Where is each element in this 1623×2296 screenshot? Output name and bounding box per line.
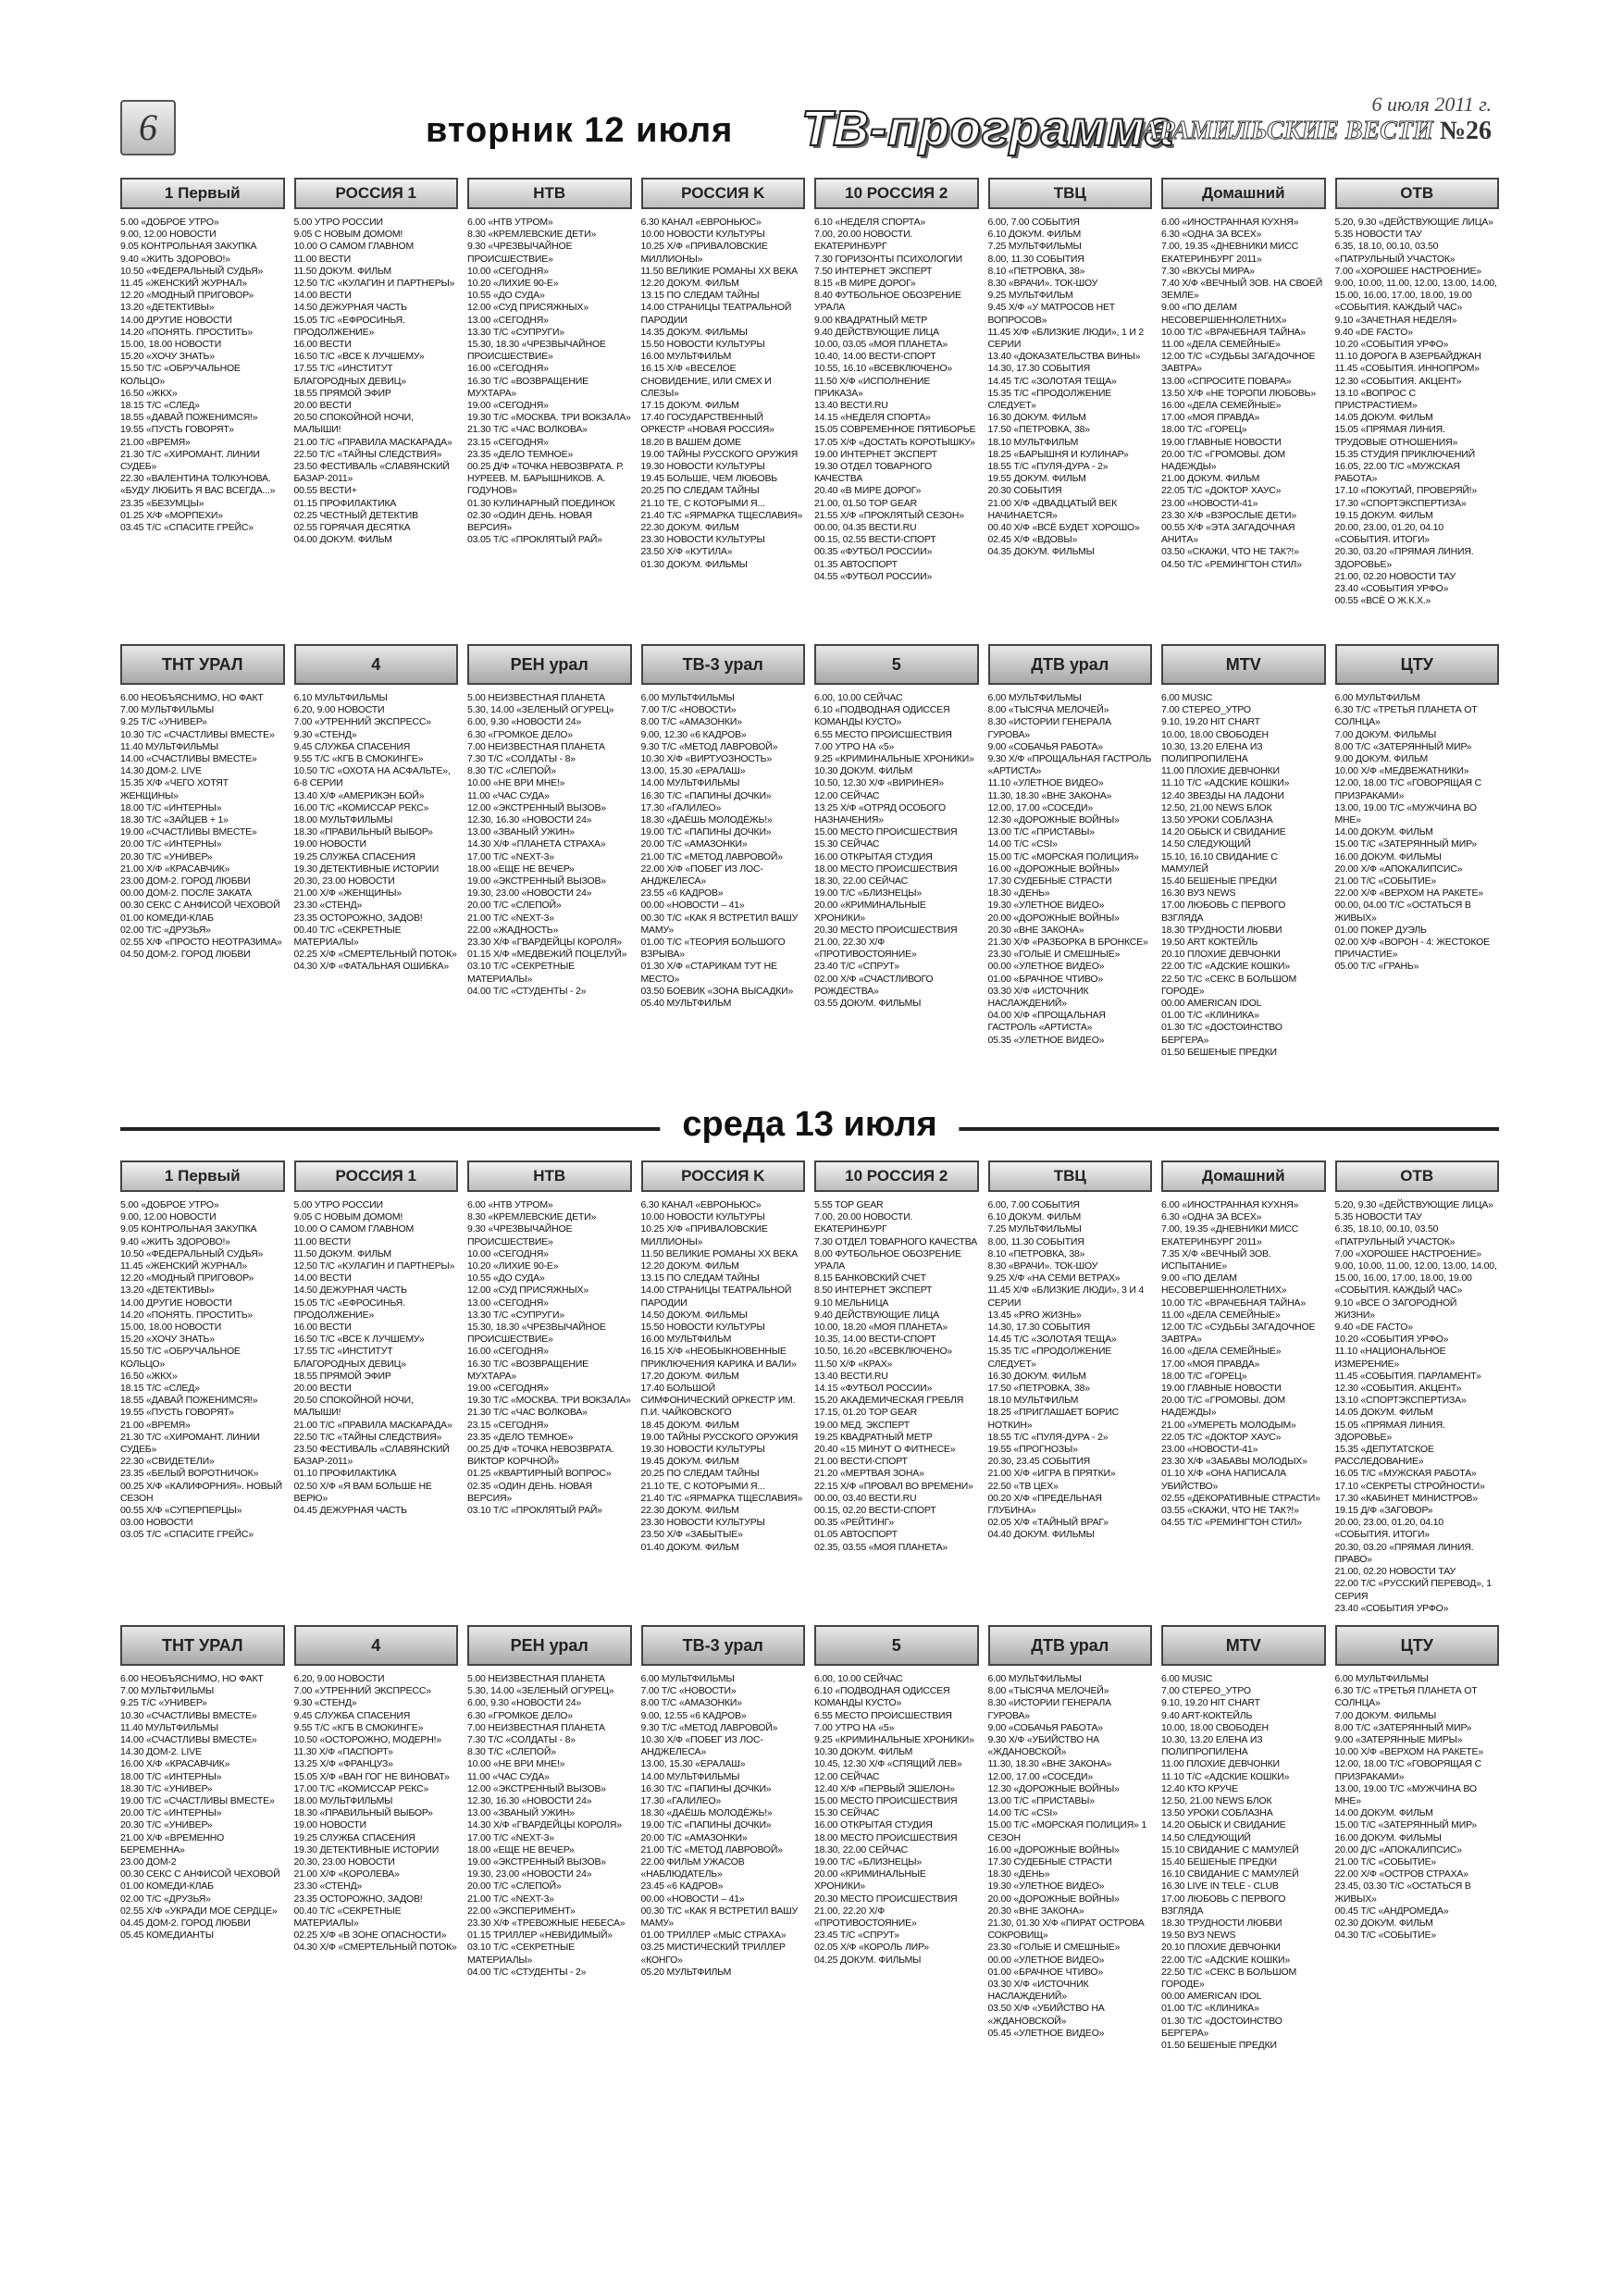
newspaper-title: АРАМИЛЬСКИЕ ВЕСТИ: [1141, 117, 1433, 145]
channel-column: [988, 639, 1153, 1098]
day-separator-wednesday: [120, 1105, 1499, 1153]
channel-column: [1335, 1160, 1500, 1620]
channel-column: [1335, 639, 1500, 1098]
channel-column: [467, 1620, 632, 2080]
channel-schedule: 5.20, 9.30 «ДЕЙСТВУЮЩИЕ ЛИЦА» 5.35 НОВОСТИ ТАУ 6.35, 18.10, 00.10, 03.50 «ПАТРУЛЬНЫЙ УЧАСТОК» 7.00 «ХОРОШЕЕ НАСТРОЕНИЕ» 9.00, 10.00, 11.00, 12.00, 13.00, 14.00, 15.00, 16.00, 17.00, 18.00, 19.00 «СОБЫТИЯ. КАЖДЫЙ ЧАС» 9.10 «ЗАЧЕТНАЯ НЕДЕЛЯ» 9.40 «DE FACTO» 10.20 «СОБЫТИЯ УРФО» 11.10 ДОРОГА В АЗЕРБАЙДЖАН 11.45 «СОБЫТИЯ. ИННОПРОМ» 12.30 «СОБЫТИЯ. АКЦЕНТ» 13.10 «ВОПРОС С ПРИСТРАСТИЕМ» 14.05 ДОКУМ. ФИЛЬМ 15.05 «ПРЯМАЯ ЛИНИЯ. ТРУДОВЫЕ ОТНОШЕНИЯ» 15.35 СТУДИЯ ПРИКЛЮЧЕНИЙ 16.05, 22.00 Т/С «МУЖСКАЯ РАБОТА» 17.10 «ПОКУПАЙ, ПРОВЕРЯЙ!» 17.30 «СПОРТЭКСПЕРТИЗА» 19.15 ДОКУМ. ФИЛЬМ 20.00, 23.00, 01.20, 04.10 «СОБЫТИЯ. ИТОГИ» 20.30, 03.20 «ПРЯМАЯ ЛИНИЯ. ЗДОРОВЬЕ» 21.00, 02.20 НОВОСТИ ТАУ 23.40 «СОБЫТИЯ УРФО» 00.55 «ВСЁ О Ж.К.Х.»: [1334, 217, 1497, 607]
channel-schedule: 6.00 «НТВ УТРОМ» 8.30 «КРЕМЛЕВСКИЕ ДЕТИ» 9.30 «ЧРЕЗВЫЧАЙНОЕ ПРОИСШЕСТВИЕ» 10.00 «СЕГОДНЯ» 10.20 «ЛИХИЕ 90-Е» 10.55 «ДО СУДА» 12.00 «СУД ПРИСЯЖНЫХ» 13.00 «СЕГОДНЯ» 13.30 Т/С «СУПРУГИ» 15.30, 18.30 «ЧРЕЗВЫЧАЙНОЕ ПРОИСШЕСТВИЕ» 16.00 «СЕГОДНЯ» 16.30 Т/С «ВОЗВРАЩЕНИЕ МУХТАРА» 19.00 «СЕГОДНЯ» 19.30 Т/С «МОСКВА. ТРИ ВОКЗАЛА» 21.30 Т/С «ЧАС ВОЛКОВА» 23.15 «СЕГОДНЯ» 23.35 «ДЕЛО ТЕМНОЕ» 00.25 Д/Ф «ТОЧКА НЕВОЗВРАТА. ВИКТОР КОРЧНОЙ» 01.25 «КВАРТИРНЫЙ ВОПРОС» 02.35 «ОДИН ДЕНЬ. НОВАЯ ВЕРСИЯ» 03.10 Т/С «ПРОКЛЯТЫЙ РАЙ»: [467, 1199, 631, 1517]
page-number: 6: [120, 100, 176, 155]
channel-column: [294, 178, 459, 639]
channel-logo: 1 Первый: [120, 1160, 285, 1192]
channel-schedule: 6.00 МУЛЬТФИЛЬМЫ 8.00 «ТЫСЯЧА МЕЛОЧЕЙ» 8.30 «ИСТОРИИ ГЕНЕРАЛА ГУРОВА» 9.00 «СОБАЧЬЯ РАБОТА» 9.30 Х/Ф «ПРОЩАЛЬНАЯ ГАСТРОЛЬ «АРТИСТА» 11.10 «УЛЕТНОЕ ВИДЕО» 11.30, 18.30 «ВНЕ ЗАКОНА» 12.00, 17.00 «СОСЕДИ» 12.30 «ДОРОЖНЫЕ ВОЙНЫ» 13.00 Т/С «ПРИСТАВЫ» 14.00 Т/С «CSI» 15.00 Т/С «МОРСКАЯ ПОЛИЦИЯ» 16.00 «ДОРОЖНЫЕ ВОЙНЫ» 17.30 СУДЕБНЫЕ СТРАСТИ 18.30 «ДЕНЬ» 19.30 «УЛЕТНОЕ ВИДЕО» 20.00 «ДОРОЖНЫЕ ВОЙНЫ» 20.30 «ВНЕ ЗАКОНА» 21.30 Х/Ф «РАЗБОРКА В БРОНКСЕ» 23.30 «ГОЛЫЕ И СМЕШНЫЕ» 00.00 «УЛЕТНОЕ ВИДЕО» 01.00 «БРАЧНОЕ ЧТИВО» 03.30 Х/Ф «ИСТОЧНИК НАСЛАЖДЕНИЙ» 04.00 Х/Ф «ПРОЩАЛЬНАЯ ГАСТРОЛЬ «АРТИСТА» 05.35 «УЛЕТНОЕ ВИДЕО»: [987, 692, 1152, 1046]
channel-column: [641, 178, 806, 639]
channel-logo: НТВ: [467, 178, 632, 209]
issue-number: №26: [1439, 117, 1492, 145]
channel-column: [294, 639, 459, 1098]
channel-logo: ЦТУ: [1335, 644, 1500, 685]
channel-logo: РЕН урал: [467, 644, 632, 685]
channel-column: [988, 1160, 1153, 1620]
channel-schedule: 6.00 НЕОБЪЯСНИМО, НО ФАКТ 7.00 МУЛЬТФИЛЬМЫ 9.25 Т/С «УНИВЕР» 10.30 Т/С «СЧАСТЛИВЫ ВМЕСТЕ» 11.40 МУЛЬТФИЛЬМЫ 14.00 «СЧАСТЛИВЫ ВМЕСТЕ» 14.30 ДОМ-2. LIVE 15.35 Х/Ф «ЧЕГО ХОТЯТ ЖЕНЩИНЫ» 18.00 Т/С «ИНТЕРНЫ» 18.30 Т/С «ЗАЙЦЕВ + 1» 19.00 «СЧАСТЛИВЫ ВМЕСТЕ» 20.00 Т/С «ИНТЕРНЫ» 20.30 Т/С «УНИВЕР» 21.00 Х/Ф «КРАСАВЧИК» 23.00 ДОМ-2. ГОРОД ЛЮБВИ 00.00 ДОМ-2. ПОСЛЕ ЗАКАТА 00.30 СЕКС С АНФИСОЙ ЧЕХОВОЙ 01.00 КОМЕДИ-КЛАБ 02.00 Т/С «ДРУЗЬЯ» 02.55 Х/Ф «ПРОСТО НЕОТРАЗИМА» 04.50 ДОМ-2. ГОРОД ЛЮБВИ: [120, 692, 282, 961]
channel-logo: 1 Первый: [120, 178, 285, 209]
channel-column: [120, 1160, 285, 1620]
channel-schedule: 5.00 «ДОБРОЕ УТРО» 9.00, 12.00 НОВОСТИ 9.05 КОНТРОЛЬНАЯ ЗАКУПКА 9.40 «ЖИТЬ ЗДОРОВО!» 10.50 «ФЕДЕРАЛЬНЫЙ СУДЬЯ» 11.45 «ЖЕНСКИЙ ЖУРНАЛ» 12.20 «МОДНЫЙ ПРИГОВОР» 13.20 «ДЕТЕКТИВЫ» 14.00 ДРУГИЕ НОВОСТИ 14.20 «ПОНЯТЬ. ПРОСТИТЬ» 15.00, 18.00 НОВОСТИ 15.20 «ХОЧУ ЗНАТЬ» 15.50 Т/С «ОБРУЧАЛЬНОЕ КОЛЬЦО» 16.50 «ЖКХ» 18.15 Т/С «СЛЕД» 18.55 «ДАВАЙ ПОЖЕНИМСЯ!» 19.55 «ПУСТЬ ГОВОРЯТ» 21.00 «ВРЕМЯ» 21.30 Т/С «ХИРОМАНТ. ЛИНИИ СУДЕБ» 22.30 «ВАЛЕНТИНА ТОЛКУНОВА. «БУДУ ЛЮБИТЬ Я ВАС ВСЕГДА...» 23.35 «БЕЗУМЦЫ» 01.25 Х/Ф «МОРПЕХИ» 03.45 Т/С «СПАСИТЕ ГРЕЙС»: [120, 217, 276, 534]
issue-date: 6 июля 2011 г.: [1371, 93, 1492, 116]
channel-schedule: 6.30 КАНАЛ «ЕВРОНЬЮС» 10.00 НОВОСТИ КУЛЬТУРЫ 10.25 Х/Ф «ПРИВАЛОВСКИЕ МИЛЛИОНЫ» 11.50 ВЕЛИКИЕ РОМАНЫ XX ВЕКА 12.20 ДОКУМ. ФИЛЬМ 13.15 ПО СЛЕДАМ ТАЙНЫ 14.00 СТРАНИЦЫ ТЕАТРАЛЬНОЙ ПАРОДИИ 14.35 ДОКУМ. ФИЛЬМЫ 15.50 НОВОСТИ КУЛЬТУРЫ 16.00 МУЛЬТФИЛЬМ 16.15 Х/Ф «ВЕСЕЛОЕ СНОВИДЕНИЕ, ИЛИ СМЕХ И СЛЕЗЫ» 17.15 ДОКУМ. ФИЛЬМ 17.40 ГОСУДАРСТВЕННЫЙ ОРКЕСТР «НОВАЯ РОССИЯ» 18.20 В ВАШЕМ ДОМЕ 19.00 ТАЙНЫ РУССКОГО ОРУЖИЯ 19.30 НОВОСТИ КУЛЬТУРЫ 19.45 БОЛЬШЕ, ЧЕМ ЛЮБОВЬ 20.25 ПО СЛЕДАМ ТАЙНЫ 21.10 ТЕ, С КОТОРЫМИ Я... 21.40 Т/С «ЯРМАРКА ТЩЕСЛАВИЯ» 22.30 ДОКУМ. ФИЛЬМ 23.30 НОВОСТИ КУЛЬТУРЫ 23.50 Х/Ф «КУТИЛА» 01.30 ДОКУМ. ФИЛЬМЫ: [640, 217, 803, 570]
channel-schedule: 6.00 «ИНОСТРАННАЯ КУХНЯ» 6.30 «ОДНА ЗА ВСЕХ» 7.00, 19.35 «ДНЕВНИКИ МИСС ЕКАТЕРИНБУРГ 2011» 7.35 Х/Ф «ВЕЧНЫЙ ЗОВ. ИСПЫТАНИЕ» 9.00 «ПО ДЕЛАМ НЕСОВЕРШЕННОЛЕТНИХ» 10.00 Т/С «ВРАЧЕБНАЯ ТАЙНА» 11.00 «ДЕЛА СЕМЕЙНЫЕ» 12.00 Т/С «СУДЬБЫ ЗАГАДОЧНОЕ ЗАВТРА» 16.00 «ДЕЛА СЕМЕЙНЫЕ» 17.00 «МОЯ ПРАВДА» 18.00 Т/С «ГОРЕЦ» 19.00 ГЛАВНЫЕ НОВОСТИ 20.00 Т/С «ГРОМОВЫ. ДОМ НАДЕЖДЫ» 21.00 «УМЕРЕТЬ МОЛОДЫМ» 22.05 Т/С «ДОКТОР ХАУС» 23.00 «НОВОСТИ-41» 23.30 Х/Ф «ЗАБАВЫ МОЛОДЫХ» 01.10 Х/Ф «ОНА НАПИСАЛА УБИЙСТВО» 02.55 «ДЕКОРАТИВНЫЕ СТРАСТИ» 03.55 «СКАЖИ, ЧТО НЕ ТАК?!» 04.55 Т/С «РЕМИНГТОН СТИЛ»: [1161, 1199, 1320, 1529]
tv-program-title: ТВ-программа: [801, 101, 1174, 156]
channel-logo: ТВ-3 урал: [641, 1625, 806, 1666]
channel-schedule: 5.00 «ДОБРОЕ УТРО» 9.00, 12.00 НОВОСТИ 9.05 КОНТРОЛЬНАЯ ЗАКУПКА 9.40 «ЖИТЬ ЗДОРОВО!» 10.50 «ФЕДЕРАЛЬНЫЙ СУДЬЯ» 11.45 «ЖЕНСКИЙ ЖУРНАЛ» 12.20 «МОДНЫЙ ПРИГОВОР» 13.20 «ДЕТЕКТИВЫ» 14.00 ДРУГИЕ НОВОСТИ 14.20 «ПОНЯТЬ. ПРОСТИТЬ» 15.00, 18.00 НОВОСТИ 15.20 «ХОЧУ ЗНАТЬ» 15.50 Т/С «ОБРУЧАЛЬНОЕ КОЛЬЦО» 16.50 «ЖКХ» 18.15 Т/С «СЛЕД» 18.55 «ДАВАЙ ПОЖЕНИМСЯ!» 19.55 «ПУСТЬ ГОВОРЯТ» 21.00 «ВРЕМЯ» 21.30 Т/С «ХИРОМАНТ. ЛИНИИ СУДЕБ» 22.30 «СВИДЕТЕЛИ» 23.35 «БЕЛЫЙ ВОРОТНИЧОК» 00.25 Х/Ф «КАЛИФОРНИЯ». НОВЫЙ СЕЗОН 00.55 Х/Ф «СУПЕРПЕРЦЫ» 03.00 НОВОСТИ 03.05 Т/С «СПАСИТЕ ГРЕЙС»: [120, 1199, 282, 1541]
channel-schedule: 6.30 КАНАЛ «ЕВРОНЬЮС» 10.00 НОВОСТИ КУЛЬТУРЫ 10.25 Х/Ф «ПРИВАЛОВСКИЕ МИЛЛИОНЫ» 11.50 ВЕЛИКИЕ РОМАНЫ XX ВЕКА 12.20 ДОКУМ. ФИЛЬМ 13.15 ПО СЛЕДАМ ТАЙНЫ 14.00 СТРАНИЦЫ ТЕАТРАЛЬНОЙ ПАРОДИИ 14.50 ДОКУМ. ФИЛЬМЫ 15.50 НОВОСТИ КУЛЬТУРЫ 16.00 МУЛЬТФИЛЬМ 16.15 Х/Ф «НЕОБЫКНОВЕННЫЕ ПРИКЛЮЧЕНИЯ КАРИКА И ВАЛИ» 17.20 ДОКУМ. ФИЛЬМ 17.40 БОЛЬШОЙ СИМФОНИЧЕСКИЙ ОРКЕСТР ИМ. П.И. ЧАЙКОВСКОГО 18.45 ДОКУМ. ФИЛЬМ 19.00 ТАЙНЫ РУССКОГО ОРУЖИЯ 19.30 НОВОСТИ КУЛЬТУРЫ 19.45 ДОКУМ. ФИЛЬМ 20.25 ПО СЛЕДАМ ТАЙНЫ 21.10 ТЕ, С КОТОРЫМИ Я... 21.40 Т/С «ЯРМАРКА ТЩЕСЛАВИЯ» 22.30 ДОКУМ. ФИЛЬМ 23.30 НОВОСТИ КУЛЬТУРЫ 23.50 Х/Ф «ЗАБЫТЫЕ» 01.40 ДОКУМ. ФИЛЬМ: [640, 1199, 803, 1553]
channel-logo: 10 РОССИЯ 2: [814, 1160, 979, 1192]
channel-column: [814, 1160, 979, 1620]
channel-logo: ТВ-3 урал: [641, 644, 806, 685]
channel-column: [467, 1160, 632, 1620]
channel-column: [120, 178, 285, 639]
channel-logo: РОССИЯ 1: [294, 1160, 459, 1192]
channel-logo: 5: [814, 1625, 979, 1666]
channel-logo: Домашний: [1161, 1160, 1326, 1192]
channel-logo: ТВЦ: [988, 178, 1153, 209]
newspaper-name: [1142, 117, 1492, 146]
channel-column: [1335, 178, 1500, 639]
channel-logo: 10 РОССИЯ 2: [814, 178, 979, 209]
channel-schedule: 6.10 «НЕДЕЛЯ СПОРТА» 7.00, 20.00 НОВОСТИ. ЕКАТЕРИНБУРГ 7.30 ГОРИЗОНТЫ ПСИХОЛОГИИ 7.50 ИНТЕРНЕТ ЭКСПЕРТ 8.15 «В МИРЕ ДОРОГ» 8.40 ФУТБОЛЬНОЕ ОБОЗРЕНИЕ УРАЛА 9.00 КВАДРАТНЫЙ МЕТР 9.40 ДЕЙСТВУЮЩИЕ ЛИЦА 10.00, 03.05 «МОЯ ПЛАНЕТА» 10.40, 14.00 ВЕСТИ-СПОРТ 10.55, 16.10 «ВСЕВКЛЮЧЕНО» 11.50 Х/Ф «ИСПОЛНЕНИЕ ПРИКАЗА» 13.40 ВЕСТИ.RU 14.15 «НЕДЕЛЯ СПОРТА» 15.05 СОВРЕМЕННОЕ ПЯТИБОРЬЕ 17.05 Х/Ф «ДОСТАТЬ КОРОТЫШКУ» 19.00 ИНТЕРНЕТ ЭКСПЕРТ 19.30 ОТДЕЛ ТОВАРНОГО КАЧЕСТВА 20.40 «В МИРЕ ДОРОГ» 21.00, 01.50 TOP GEAR 21.55 Х/Ф «ПРОКЛЯТЫЙ СЕЗОН» 00.00, 04.35 ВЕСТИ.RU 00.15, 02.55 ВЕСТИ-СПОРТ 00.35 «ФУТБОЛ РОССИИ» 01.35 АВТОСПОРТ 04.55 «ФУТБОЛ РОССИИ»: [814, 217, 976, 582]
tuesday-bottom-channels: [120, 639, 1499, 1098]
tuesday-top-channels: [120, 178, 1499, 639]
channel-column: [467, 639, 632, 1098]
channel-schedule: 6.00 MUSIC 7.00 СТЕРЕО_УТРО 9.10, 19.20 HIT CHART 9.40 ART-КОКТЕЙЛЬ 10.00, 18.00 СВОБОДЕН 10.30, 13.20 ЕЛЕНА ИЗ ПОЛИПРОПИЛЕНА 11.00 ПЛОХИЕ ДЕВЧОНКИ 11.10 Т/С «АДСКИЕ КОШКИ» 12.40 КТО КРУЧЕ 12.50, 21.00 NEWS БЛОК 13.50 УРОКИ СОБЛАЗНА 14.20 ОБЫСК И СВИДАНИЕ 14.50 СЛЕДУЮЩИЙ 15.10 СВИДАНИЕ С МАМУЛЕЙ 15.40 БЕШЕНЫЕ ПРЕДКИ 16.10 СВИДАНИЕ С МАМУЛЕЙ 16.30 LIVE IN TELE - CLUB 17.00 ЛЮБОВЬ С ПЕРВОГО ВЗГЛЯДА 18.30 ТРУДНОСТИ ЛЮБВИ 19.50 ВУЗ NEWS 20.10 ПЛОХИЕ ДЕВЧОНКИ 22.00 Т/С «АДСКИЕ КОШКИ» 22.50 Т/С «СЕКС В БОЛЬШОМ ГОРОДЕ» 00.00 AMERICAN IDOL 01.00 Т/С «КЛИНИКА» 01.30 Т/С «ДОСТОИНСТВО БЕРГЕРА» 01.50 БЕШЕНЫЕ ПРЕДКИ: [1161, 1673, 1299, 2052]
channel-logo: 5: [814, 644, 979, 685]
wednesday-bottom-channels: [120, 1620, 1499, 2080]
channel-column: [814, 639, 979, 1098]
channel-schedule: 6.00 МУЛЬТФИЛЬМЫ 8.00 «ТЫСЯЧА МЕЛОЧЕЙ» 8.30 «ИСТОРИИ ГЕНЕРАЛА ГУРОВА» 9.00 «СОБАЧЬЯ РАБОТА» 9.30 Х/Ф «УБИЙСТВО НА «ЖДАНОВСКОЙ» 11.30, 18.30 «ВНЕ ЗАКОНА» 12.00, 17.00 «СОСЕДИ» 12.30 «ДОРОЖНЫЕ ВОЙНЫ» 13.00 Т/С «ПРИСТАВЫ» 14.00 Т/С «CSI» 15.00 Т/С «МОРСКАЯ ПОЛИЦИЯ» 1 СЕЗОН 16.00 «ДОРОЖНЫЕ ВОЙНЫ» 17.30 СУДЕБНЫЕ СТРАСТИ 18.30 «ДЕНЬ» 19.30 «УЛЕТНОЕ ВИДЕО» 20.00 «ДОРОЖНЫЕ ВОЙНЫ» 20.30 «ВНЕ ЗАКОНА» 21.30, 01.30 Х/Ф «ПИРАТ ОСТРОВА СОКРОВИЩ» 23.30 «ГОЛЫЕ И СМЕШНЫЕ» 00.00 «УЛЕТНОЕ ВИДЕО» 01.00 «БРАЧНОЕ ЧТИВО» 03.30 Х/Ф «ИСТОЧНИК НАСЛАЖДЕНИЙ» 03.50 Х/Ф «УБИЙСТВО НА «ЖДАНОВСКОЙ» 05.45 «УЛЕТНОЕ ВИДЕО»: [987, 1673, 1147, 2039]
channel-schedule: 6.00, 7.00 СОБЫТИЯ 6.10 ДОКУМ. ФИЛЬМ 7.25 МУЛЬТФИЛЬМЫ 8.00, 11.30 СОБЫТИЯ 8.10 «ПЕТРОВКА, 38» 8.30 «ВРАЧИ». ТОК-ШОУ 9.25 МУЛЬТФИЛЬМ 9.45 Х/Ф «У МАТРОСОВ НЕТ ВОПРОСОВ» 11.45 Х/Ф «БЛИЗКИЕ ЛЮДИ», 1 И 2 СЕРИИ 13.40 «ДОКАЗАТЕЛЬСТВА ВИНЫ» 14.30, 17.30 СОБЫТИЯ 14.45 Т/С «ЗОЛОТАЯ ТЕЩА» 15.35 Т/С «ПРОДОЛЖЕНИЕ СЛЕДУЕТ» 16.30 ДОКУМ. ФИЛЬМ 17.50 «ПЕТРОВКА, 38» 18.10 МУЛЬТФИЛЬМ 18.25 «БАРЫШНЯ И КУЛИНАР» 18.55 Т/С «ПУЛЯ-ДУРА - 2» 19.55 ДОКУМ. ФИЛЬМ 20.30 СОБЫТИЯ 21.00 Х/Ф «ДВАДЦАТЫЙ ВЕК НАЧИНАЕТСЯ» 00.40 Х/Ф «ВСЁ БУДЕТ ХОРОШО» 02.45 Х/Ф «ВДОВЫ» 04.35 ДОКУМ. ФИЛЬМЫ: [987, 217, 1145, 558]
channel-schedule: 6.00 МУЛЬТФИЛЬМЫ 7.00 Т/С «НОВОСТИ» 8.00 Т/С «АМАЗОНКИ» 9.00, 12.55 «6 КАДРОВ» 9.30 Т/С «МЕТОД ЛАВРОВОЙ» 10.30 Х/Ф «ПОБЕГ ИЗ ЛОС-АНДЖЕЛЕСА» 13.00, 15.30 «ЕРАЛАШ» 14.00 МУЛЬТФИЛЬМЫ 16.30 Т/С «ПАПИНЫ ДОЧКИ» 17.30 «ГАЛИЛЕО» 18.30 «ДАЁШЬ МОЛОДЁЖЬ!» 19.00 Т/С «ПАПИНЫ ДОЧКИ» 20.00 Т/С «АМАЗОНКИ» 21.00 Т/С «МЕТОД ЛАВРОВОЙ» 22.00 ФИЛЬМ УЖАСОВ «НАБЛЮДАТЕЛЬ» 23.45 «6 КАДРОВ» 00.00 «НОВОСТИ – 41» 00.30 Т/С «КАК Я ВСТРЕТИЛ ВАШУ МАМУ» 01.00 ТРИЛЛЕР «МЫС СТРАХА» 03.25 МИСТИЧЕСКИЙ ТРИЛЛЕР «КОНГО» 05.20 МУЛЬТФИЛЬМ: [640, 1673, 799, 1978]
channel-logo: ТВЦ: [988, 1160, 1153, 1192]
channel-column: [1161, 1160, 1326, 1620]
channel-logo: MTV: [1161, 644, 1326, 685]
channel-column: [988, 1620, 1153, 2080]
channel-column: [1161, 178, 1326, 639]
day-title-tuesday: вторник 12 июля: [426, 111, 734, 150]
channel-schedule: 5.00 НЕИЗВЕСТНАЯ ПЛАНЕТА 5.30, 14.00 «ЗЕЛЕНЫЙ ОГУРЕЦ» 6.00, 9.30 «НОВОСТИ 24» 6.30 «ГРОМКОЕ ДЕЛО» 7.00 НЕИЗВЕСТНАЯ ПЛАНЕТА 7.30 Т/С «СОЛДАТЫ - 8» 8.30 Т/С «СЛЕПОЙ» 10.00 «НЕ ВРИ МНЕ!» 11.00 «ЧАС СУДА» 12.00 «ЭКСТРЕННЫЙ ВЫЗОВ» 12.30, 16.30 «НОВОСТИ 24» 13.00 «ЗВАНЫЙ УЖИН» 14.30 Х/Ф «ГВАРДЕЙЦЫ КОРОЛЯ» 17.00 Т/С «NEXT-3» 18.00 «ЕЩЕ НЕ ВЕЧЕР» 19.00 «ЭКСТРЕННЫЙ ВЫЗОВ» 19.30, 23.00 «НОВОСТИ 24» 20.00 Т/С «СЛЕПОЙ» 21.00 Т/С «NEXT-3» 22.00 «ЭКСПЕРИМЕНТ» 23.30 Х/Ф «ТРЕВОЖНЫЕ НЕБЕСА» 01.15 ТРИЛЛЕР «НЕВИДИМЫЙ» 03.10 Т/С «СЕКРЕТНЫЕ МАТЕРИАЛЫ» 04.00 Т/С «СТУДЕНТЫ - 2»: [467, 1673, 626, 1978]
page-header: [120, 93, 1499, 178]
channel-logo: НТВ: [467, 1160, 632, 1192]
channel-column: [120, 1620, 285, 2080]
channel-schedule: 6.00 МУЛЬТФИЛЬМЫ 7.00 Т/С «НОВОСТИ» 8.00 Т/С «АМАЗОНКИ» 9.00, 12.30 «6 КАДРОВ» 9.30 Т/С «МЕТОД ЛАВРОВОЙ» 10.30 Х/Ф «ВИРТУОЗНОСТЬ» 13.00, 15.30 «ЕРАЛАШ» 14.00 МУЛЬТФИЛЬМЫ 16.30 Т/С «ПАПИНЫ ДОЧКИ» 17.30 «ГАЛИЛЕО» 18.30 «ДАЁШЬ МОЛОДЁЖЬ!» 19.00 Т/С «ПАПИНЫ ДОЧКИ» 20.00 Т/С «АМАЗОНКИ» 21.00 Т/С «МЕТОД ЛАВРОВОЙ» 22.00 Х/Ф «ПОБЕГ ИЗ ЛОС-АНДЖЕЛЕСА» 23.55 «6 КАДРОВ» 00.00 «НОВОСТИ – 41» 00.30 Т/С «КАК Я ВСТРЕТИЛ ВАШУ МАМУ» 01.00 Т/С «ТЕОРИЯ БОЛЬШОГО ВЗРЫВА» 01.30 Х/Ф «СТАРИКАМ ТУТ НЕ МЕСТО» 03.50 БОЕВИК «ЗОНА ВЫСАДКИ» 05.40 МУЛЬТФИЛЬМ: [640, 692, 799, 1010]
channel-logo: 4: [294, 644, 459, 685]
channel-column: [814, 1620, 979, 2080]
channel-logo: РЕН урал: [467, 1625, 632, 1666]
channel-logo: ЦТУ: [1335, 1625, 1500, 1666]
channel-column: [1161, 1620, 1326, 2080]
channel-column: [1335, 1620, 1500, 2080]
channel-logo: 4: [294, 1625, 459, 1666]
channel-logo: РОССИЯ 1: [294, 178, 459, 209]
channel-schedule: 6.00 МУЛЬТФИЛЬМЫ 6.30 Т/С «ТРЕТЬЯ ПЛАНЕТА ОТ СОЛНЦА» 7.00 ДОКУМ. ФИЛЬМЫ 8.00 Т/С «ЗАТЕРЯННЫЙ МИР» 9.00 «ЗАТЕРЯННЫЕ МИРЫ» 10.00 Х/Ф «ВЕРХОМ НА РАКЕТЕ» 12.00, 18.00 Т/С «ГОВОРЯЩАЯ С ПРИЗРАКАМИ» 13.00, 19.00 Т/С «МУЖЧИНА ВО МНЕ» 14.00 ДОКУМ. ФИЛЬМ 15.00 Т/С «ЗАТЕРЯННЫЙ МИР» 16.00 ДОКУМ. ФИЛЬМЫ 20.00 Д/С «АПОКАЛИПСИС» 21.00 Т/С «СОБЫТИЕ» 22.00 Х/Ф «ОСТРОВ СТРАХА» 23.45, 03.30 Т/С «ОСТАТЬСЯ В ЖИВЫХ» 00.45 Т/С «АНДРОМЕДА» 02.30 ДОКУМ. ФИЛЬМ 04.30 Т/С «СОБЫТИЕ»: [1334, 1673, 1483, 1942]
channel-logo: ТНТ УРАЛ: [120, 644, 285, 685]
channel-logo: Домашний: [1161, 178, 1326, 209]
channel-schedule: 6.00, 7.00 СОБЫТИЯ 6.10 ДОКУМ. ФИЛЬМ 7.25 МУЛЬТФИЛЬМЫ 8.00, 11.30 СОБЫТИЯ 8.10 «ПЕТРОВКА, 38» 8.30 «ВРАЧИ». ТОК-ШОУ 9.25 Х/Ф «НА СЕМИ ВЕТРАХ» 11.45 Х/Ф «БЛИЗКИЕ ЛЮДИ», 3 И 4 СЕРИИ 13.45 «PRO ЖИЗНЬ» 14.30, 17.30 СОБЫТИЯ 14.45 Т/С «ЗОЛОТАЯ ТЕЩА» 15.35 Т/С «ПРОДОЛЖЕНИЕ СЛЕДУЕТ» 16.30 ДОКУМ. ФИЛЬМ 17.50 «ПЕТРОВКА, 38» 18.10 МУЛЬТФИЛЬМ 18.25 «ПРИГЛАШАЕТ БОРИС НОТКИН» 18.55 Т/С «ПУЛЯ-ДУРА - 2» 19.55 «ПРОГНОЗЫ» 20.30, 23.45 СОБЫТИЯ 21.00 Х/Ф «ИГРА В ПРЯТКИ» 22.50 «ТВ ЦЕХ» 00.20 Х/Ф «ПРЕДЕЛЬНАЯ ГЛУБИНА» 02.05 Х/Ф «ТАЙНЫЙ ВРАГ» 04.40 ДОКУМ. ФИЛЬМЫ: [987, 1199, 1145, 1541]
channel-schedule: 6.00, 10.00 СЕЙЧАС 6.10 «ПОДВОДНАЯ ОДИССЕЯ КОМАНДЫ КУСТО» 6.55 МЕСТО ПРОИСШЕСТВИЯ 7.00 УТРО НА «5» 9.25 «КРИМИНАЛЬНЫЕ ХРОНИКИ» 10.30 ДОКУМ. ФИЛЬМ 10.45, 12.30 Х/Ф «СПЯЩИЙ ЛЕВ» 12.00 СЕЙЧАС 12.40 Х/Ф «ПЕРВЫЙ ЭШЕЛОН» 15.00 МЕСТО ПРОИСШЕСТВИЯ 15.30 СЕЙЧАС 16.00 ОТКРЫТАЯ СТУДИЯ 18.00 МЕСТО ПРОИСШЕСТВИЯ 18.30, 22.00 СЕЙЧАС 19.00 Т/С «БЛИЗНЕЦЫ» 20.00 «КРИМИНАЛЬНЫЕ ХРОНИКИ» 20.30 МЕСТО ПРОИСШЕСТВИЯ 21.00, 22.20 Х/Ф «ПРОТИВОСТОЯНИЕ» 23.45 Т/С «СПРУТ» 02.05 Х/Ф «КОРОЛЬ ЛИР» 04.25 ДОКУМ. ФИЛЬМЫ: [814, 1673, 974, 1966]
newspaper-page: [120, 93, 1499, 2249]
channel-column: [1161, 639, 1326, 1098]
channel-logo: MTV: [1161, 1625, 1326, 1666]
channel-logo: ДТВ урал: [988, 1625, 1153, 1666]
day-title-wednesday: среда 13 июля: [660, 1105, 959, 1145]
channel-schedule: 5.00 УТРО РОССИИ 9.05 С НОВЫМ ДОМОМ! 10.00 О САМОМ ГЛАВНОМ 11.00 ВЕСТИ 11.50 ДОКУМ. ФИЛЬМ 12.50 Т/С «КУЛАГИН И ПАРТНЕРЫ» 14.00 ВЕСТИ 14.50 ДЕЖУРНАЯ ЧАСТЬ 15.05 Т/С «ЕФРОСИНЬЯ. ПРОДОЛЖЕНИЕ» 16.00 ВЕСТИ 16.50 Т/С «ВСЕ К ЛУЧШЕМУ» 17.55 Т/С «ИНСТИТУТ БЛАГОРОДНЫХ ДЕВИЦ» 18.55 ПРЯМОЙ ЭФИР 20.00 ВЕСТИ 20.50 СПОКОЙНОЙ НОЧИ, МАЛЫШИ! 21.00 Т/С «ПРАВИЛА МАСКАРАДА» 22.50 Т/С «ТАЙНЫ СЛЕДСТВИЯ» 23.50 ФЕСТИВАЛЬ «СЛАВЯНСКИЙ БАЗАР-2011» 01.10 ПРОФИЛАКТИКА 02.50 Х/Ф «Я ВАМ БОЛЬШЕ НЕ ВЕРЮ» 04.45 ДЕЖУРНАЯ ЧАСТЬ: [293, 1199, 455, 1517]
channel-column: [988, 178, 1153, 639]
channel-schedule: 6.00 MUSIC 7.00 СТЕРЕО_УТРО 9.10, 19.20 HIT CHART 10.00, 18.00 СВОБОДЕН 10.30, 13.20 ЕЛЕНА ИЗ ПОЛИПРОПИЛЕНА 11.00 ПЛОХИЕ ДЕВЧОНКИ 11.10 Т/С «АДСКИЕ КОШКИ» 12.40 ЗВЕЗДЫ НА ЛАДОНИ 12.50, 21.00 NEWS БЛОК 13.50 УРОКИ СОБЛАЗНА 14.20 ОБЫСК И СВИДАНИЕ 14.50 СЛЕДУЮЩИЙ 15.10, 16.10 СВИДАНИЕ С МАМУЛЕЙ 15.40 БЕШЕНЫЕ ПРЕДКИ 16.30 ВУЗ NEWS 17.00 ЛЮБОВЬ С ПЕРВОГО ВЗГЛЯДА 18.30 ТРУДНОСТИ ЛЮБВИ 19.50 ART КОКТЕЙЛЬ 20.10 ПЛОХИЕ ДЕВЧОНКИ 22.00 Т/С «АДСКИЕ КОШКИ» 22.50 Т/С «СЕКС В БОЛЬШОМ ГОРОДЕ» 00.00 AMERICAN IDOL 01.00 Т/С «КЛИНИКА» 01.30 Т/С «ДОСТОИНСТВО БЕРГЕРА» 01.50 БЕШЕНЫЕ ПРЕДКИ: [1161, 692, 1297, 1058]
channel-logo: ОТВ: [1335, 178, 1500, 209]
channel-schedule: 5.20, 9.30 «ДЕЙСТВУЮЩИЕ ЛИЦА» 5.35 НОВОСТИ ТАУ 6.35, 18.10, 00.10, 03.50 «ПАТРУЛЬНЫЙ УЧАСТОК» 7.00 «ХОРОШЕЕ НАСТРОЕНИЕ» 9.00, 10.00, 11.00, 12.00, 13.00, 14.00, 15.00, 16.00, 17.00, 18.00, 19.00 «СОБЫТИЯ. КАЖДЫЙ ЧАС» 9.10 «ВСЕ О ЗАГОРОДНОЙ ЖИЗНИ» 9.40 «DE FACTO» 10.20 «СОБЫТИЯ УРФО» 11.10 «НАЦИОНАЛЬНОЕ ИЗМЕРЕНИЕ» 11.45 «СОБЫТИЯ. ПАРЛАМЕНТ» 12.30 «СОБЫТИЯ. АКЦЕНТ» 13.10 «СПОРТЭКСПЕРТИЗА» 14.05 ДОКУМ. ФИЛЬМ 15.05 «ПРЯМАЯ ЛИНИЯ. ЗДОРОВЬЕ» 15.35 «ДЕПУТАТСКОЕ РАССЛЕДОВАНИЕ» 16.05 Т/С «МУЖСКАЯ РАБОТА» 17.10 «СЕКРЕТЫ СТРОЙНОСТИ» 17.30 «КАБИНЕТ МИНИСТРОВ» 19.15 Д/Ф «ЗАГОВОР» 20.00, 23.00, 01.20, 04.10 «СОБЫТИЯ. ИТОГИ» 20.30, 03.20 «ПРЯМАЯ ЛИНИЯ. ПРАВО» 21.00, 02.20 НОВОСТИ ТАУ 22.00 Т/С «РУССКИЙ ПЕРЕВОД», 1 СЕРИЯ 23.40 «СОБЫТИЯ УРФО»: [1334, 1199, 1497, 1614]
channel-schedule: 6.00 НЕОБЪЯСНИМО, НО ФАКТ 7.00 МУЛЬТФИЛЬМЫ 9.25 Т/С «УНИВЕР» 10.30 «СЧАСТЛИВЫ ВМЕСТЕ» 11.40 МУЛЬТФИЛЬМЫ 14.00 «СЧАСТЛИВЫ ВМЕСТЕ» 14.30 ДОМ-2. LIVE 16.00 Х/Ф «КРАСАВЧИК» 18.00 Т/С «ИНТЕРНЫ» 18.30 Т/С «УНИВЕР» 19.00 Т/С «СЧАСТЛИВЫ ВМЕСТЕ» 20.00 Т/С «ИНТЕРНЫ» 20.30 Т/С «УНИВЕР» 21.00 Х/Ф «ВРЕМЕННО БЕРЕМЕННА» 23.00 ДОМ-2 00.30 СЕКС С АНФИСОЙ ЧЕХОВОЙ 01.00 КОМЕДИ-КЛАБ 02.00 Т/С «ДРУЗЬЯ» 02.55 Х/Ф «УКРАДИ МОЕ СЕРДЦЕ» 04.45 ДОМ-2. ГОРОД ЛЮБВИ 05.45 КОМЕДИАНТЫ: [120, 1673, 280, 1942]
channel-schedule: 5.55 TOP GEAR 7.00, 20.00 НОВОСТИ. ЕКАТЕРИНБУРГ 7.30 ОТДЕЛ ТОВАРНОГО КАЧЕСТВА 8.00 ФУТБОЛЬНОЕ ОБОЗРЕНИЕ УРАЛА 8.15 БАНКОВСКИЙ СЧЕТ 8.50 ИНТЕРНЕТ ЭКСПЕРТ 9.10 МЕЛЬНИЦА 9.40 ДЕЙСТВУЮЩИЕ ЛИЦА 10.00, 18.20 «МОЯ ПЛАНЕТА» 10.35, 14.00 ВЕСТИ-СПОРТ 10.50, 16.20 «ВСЕВКЛЮЧЕНО» 11.50 Х/Ф «КРАХ» 13.40 ВЕСТИ.RU 14.15 «ФУТБОЛ РОССИИ» 15.20 АКАДЕМИЧЕСКАЯ ГРЕБЛЯ 17.15, 01.20 TOP GEAR 19.00 МЕД. ЭКСПЕРТ 19.25 КВАДРАТНЫЙ МЕТР 20.40 «15 МИНУТ О ФИТНЕСЕ» 21.00 ВЕСТИ-СПОРТ 21.20 «МЕРТВАЯ ЗОНА» 22.15 Х/Ф «ПРОВАЛ ВО ВРЕМЕНИ» 00.00, 03.40 ВЕСТИ.RU 00.15, 02.20 ВЕСТИ-СПОРТ 00.35 «РЕЙТИНГ» 01.05 АВТОСПОРТ 02.35, 03.55 «МОЯ ПЛАНЕТА»: [814, 1199, 978, 1553]
channel-schedule: 5.00 НЕИЗВЕСТНАЯ ПЛАНЕТА 5.30, 14.00 «ЗЕЛЕНЫЙ ОГУРЕЦ» 6.00, 9.30 «НОВОСТИ 24» 6.30 «ГРОМКОЕ ДЕЛО» 7.00 НЕИЗВЕСТНАЯ ПЛАНЕТА 7.30 Т/С «СОЛДАТЫ - 8» 8.30 Т/С «СЛЕПОЙ» 10.00 «НЕ ВРИ МНЕ!» 11.00 «ЧАС СУДА» 12.00 «ЭКСТРЕННЫЙ ВЫЗОВ» 12.30, 16.30 «НОВОСТИ 24» 13.00 «ЗВАНЫЙ УЖИН» 14.30 Х/Ф «ПЛАНЕТА СТРАХА» 17.00 Т/С «NEXT-3» 18.00 «ЕЩЕ НЕ ВЕЧЕР» 19.00 «ЭКСТРЕННЫЙ ВЫЗОВ» 19.30, 23.00 «НОВОСТИ 24» 20.00 Т/С «СЛЕПОЙ» 21.00 Т/С «NEXT-3» 22.00 «ЖАДНОСТЬ» 23.30 Х/Ф «ГВАРДЕЙЦЫ КОРОЛЯ» 01.15 Х/Ф «МЕДВЕЖИЙ ПОЦЕЛУЙ» 03.10 Т/С «СЕКРЕТНЫЕ МАТЕРИАЛЫ» 04.00 Т/С «СТУДЕНТЫ - 2»: [467, 692, 627, 997]
channel-column: [294, 1160, 459, 1620]
masthead: [1142, 93, 1492, 146]
channel-column: [120, 639, 285, 1098]
channel-schedule: 6.10 МУЛЬТФИЛЬМЫ 6.20, 9.00 НОВОСТИ 7.00 «УТРЕННИЙ ЭКСПРЕСС» 9.30 «СТЕНД» 9.45 СЛУЖБА СПАСЕНИЯ 9.55 Т/С «КГБ В СМОКИНГЕ» 10.50 Т/С «ОХОТА НА АСФАЛЬТЕ», 6-8 СЕРИИ 13.40 Х/Ф «АМЕРИКЭН БОЙ» 16.00 Т/С «КОМИССАР РЕКС» 18.00 МУЛЬТФИЛЬМЫ 18.30 «ПРАВИЛЬНЫЙ ВЫБОР» 19.00 НОВОСТИ 19.25 СЛУЖБА СПАСЕНИЯ 19.30 ДЕТЕКТИВНЫЕ ИСТОРИИ 20.30, 23.00 НОВОСТИ 21.00 Х/Ф «ЖЕНЩИНЫ» 23.30 «СТЕНД» 23.35 ОСТОРОЖНО, ЗАДОВ! 00.40 Т/С «СЕКРЕТНЫЕ МАТЕРИАЛЫ» 02.25 Х/Ф «СМЕРТЕЛЬНЫЙ ПОТОК» 04.30 Х/Ф «ФАТАЛЬНАЯ ОШИБКА»: [293, 692, 457, 973]
channel-schedule: 6.00 «НТВ УТРОМ» 8.30 «КРЕМЛЕВСКИЕ ДЕТИ» 9.30 «ЧРЕЗВЫЧАЙНОЕ ПРОИСШЕСТВИЕ» 10.00 «СЕГОДНЯ» 10.20 «ЛИХИЕ 90-Е» 10.55 «ДО СУДА» 12.00 «СУД ПРИСЯЖНЫХ» 13.00 «СЕГОДНЯ» 13.30 Т/С «СУПРУГИ» 15.30, 18.30 «ЧРЕЗВЫЧАЙНОЕ ПРОИСШЕСТВИЕ» 16.00 «СЕГОДНЯ» 16.30 Т/С «ВОЗВРАЩЕНИЕ МУХТАРА» 19.00 «СЕГОДНЯ» 19.30 Т/С «МОСКВА. ТРИ ВОКЗАЛА» 21.30 Т/С «ЧАС ВОЛКОВА» 23.15 «СЕГОДНЯ» 23.35 «ДЕЛО ТЕМНОЕ» 00.25 Д/Ф «ТОЧКА НЕВОЗВРАТА. Р. НУРЕЕВ. М. БАРЫШНИКОВ. А. ГОДУНОВ» 01.30 КУЛИНАРНЫЙ ПОЕДИНОК 02.30 «ОДИН ДЕНЬ. НОВАЯ ВЕРСИЯ» 03.05 Т/С «ПРОКЛЯТЫЙ РАЙ»: [467, 217, 631, 546]
channel-logo: ОТВ: [1335, 1160, 1500, 1192]
channel-schedule: 6.00 «ИНОСТРАННАЯ КУХНЯ» 6.30 «ОДНА ЗА ВСЕХ» 7.00, 19.35 «ДНЕВНИКИ МИСС ЕКАТЕРИНБУРГ 2011» 7.30 «ВКУСЫ МИРА» 7.40 Х/Ф «ВЕЧНЫЙ ЗОВ. НА СВОЕЙ ЗЕМЛЕ» 9.00 «ПО ДЕЛАМ НЕСОВЕРШЕННОЛЕТНИХ» 10.00 Т/С «ВРАЧЕБНАЯ ТАЙНА» 11.00 «ДЕЛА СЕМЕЙНЫЕ» 12.00 Т/С «СУДЬБЫ ЗАГАДОЧНОЕ ЗАВТРА» 13.00 «СПРОСИТЕ ПОВАРА» 13.50 Х/Ф «НЕ ТОРОПИ ЛЮБОВЬ» 16.00 «ДЕЛА СЕМЕЙНЫЕ» 17.00 «МОЯ ПРАВДА» 18.00 Т/С «ГОРЕЦ» 19.00 ГЛАВНЫЕ НОВОСТИ 20.00 Т/С «ГРОМОВЫ. ДОМ НАДЕЖДЫ» 21.00 ДОКУМ. ФИЛЬМ 22.05 Т/С «ДОКТОР ХАУС» 23.00 «НОВОСТИ-41» 23.30 Х/Ф «ВЗРОСЛЫЕ ДЕТИ» 00.55 Х/Ф «ЭТА ЗАГАДОЧНАЯ АНИТА» 03.50 «СКАЖИ, ЧТО НЕ ТАК?!» 04.50 Т/С «РЕМИНГТОН СТИЛ»: [1161, 217, 1323, 570]
channel-column: [641, 1620, 806, 2080]
channel-logo: РОССИЯ K: [641, 1160, 806, 1192]
channel-schedule: 6.00 МУЛЬТФИЛЬМ 6.30 Т/С «ТРЕТЬЯ ПЛАНЕТА ОТ СОЛНЦА» 7.00 ДОКУМ. ФИЛЬМЫ 8.00 Т/С «ЗАТЕРЯННЫЙ МИР» 9.00 ДОКУМ. ФИЛЬМ 10.00 Х/Ф «МЕДВЕЖАТНИКИ» 12.00, 18.00 Т/С «ГОВОРЯЩАЯ С ПРИЗРАКАМИ» 13.00, 19.00 Т/С «МУЖЧИНА ВО МНЕ» 14.00 ДОКУМ. ФИЛЬМ 15.00 Т/С «ЗАТЕРЯННЫЙ МИР» 16.00 ДОКУМ. ФИЛЬМЫ 20.00 Х/Ф «АПОКАЛИПСИС» 21.00 Т/С «СОБЫТИЕ» 22.00 Х/Ф «ВЕРХОМ НА РАКЕТЕ» 00.00, 04.00 Т/С «ОСТАТЬСЯ В ЖИВЫХ» 01.00 ПОКЕР ДУЭЛЬ 02.00 Х/Ф «ВОРОН - 4: ЖЕСТОКОЕ ПРИЧАСТИЕ» 05.00 Т/С «ГРАНЬ»: [1334, 692, 1490, 973]
channel-schedule: 6.20, 9.00 НОВОСТИ 7.00 «УТРЕННИЙ ЭКСПРЕСС» 9.30 «СТЕНД» 9.45 СЛУЖБА СПАСЕНИЯ 9.55 Т/С «КГБ В СМОКИНГЕ» 10.50 «ОСТОРОЖНО, МОДЕРН!» 11.30 Х/Ф «ПАСПОРТ» 13.25 Х/Ф «ФРАНЦУЗ» 15.05 Х/Ф «ВАН ГОГ НЕ ВИНОВАТ» 17.00 Т/С «КОМИССАР РЕКС» 18.00 МУЛЬТФИЛЬМЫ 18.30 «ПРАВИЛЬНЫЙ ВЫБОР» 19.00 НОВОСТИ 19.25 СЛУЖБА СПАСЕНИЯ 19.30 ДЕТЕКТИВНЫЕ ИСТОРИИ 20.30, 23.00 НОВОСТИ 21.00 Х/Ф «КОРОЛЕВА» 23.30 «СТЕНД» 23.35 ОСТОРОЖНО, ЗАДОВ! 00.40 Т/С «СЕКРЕТНЫЕ МАТЕРИАЛЫ» 02.25 Х/Ф «В ЗОНЕ ОПАСНОСТИ» 04.30 Х/Ф «СМЕРТЕЛЬНЫЙ ПОТОК»: [293, 1673, 457, 1954]
channel-schedule: 5.00 УТРО РОССИИ 9.05 С НОВЫМ ДОМОМ! 10.00 О САМОМ ГЛАВНОМ 11.00 ВЕСТИ 11.50 ДОКУМ. ФИЛЬМ 12.50 Т/С «КУЛАГИН И ПАРТНЕРЫ» 14.00 ВЕСТИ 14.50 ДЕЖУРНАЯ ЧАСТЬ 15.05 Т/С «ЕФРОСИНЬЯ. ПРОДОЛЖЕНИЕ» 16.00 ВЕСТИ 16.50 Т/С «ВСЕ К ЛУЧШЕМУ» 17.55 Т/С «ИНСТИТУТ БЛАГОРОДНЫХ ДЕВИЦ» 18.55 ПРЯМОЙ ЭФИР 20.00 ВЕСТИ 20.50 СПОКОЙНОЙ НОЧИ, МАЛЫШИ! 21.00 Т/С «ПРАВИЛА МАСКАРАДА» 22.50 Т/С «ТАЙНЫ СЛЕДСТВИЯ» 23.50 ФЕСТИВАЛЬ «СЛАВЯНСКИЙ БАЗАР-2011» 00.55 ВЕСТИ+ 01.15 ПРОФИЛАКТИКА 02.25 ЧЕСТНЫЙ ДЕТЕКТИВ 02.55 ГОРЯЧАЯ ДЕСЯТКА 04.00 ДОКУМ. ФИЛЬМ: [293, 217, 455, 546]
wednesday-top-channels: [120, 1160, 1499, 1620]
channel-column: [467, 178, 632, 639]
channel-column: [641, 1160, 806, 1620]
channel-column: [814, 178, 979, 639]
channel-logo: РОССИЯ K: [641, 178, 806, 209]
channel-logo: ТНТ УРАЛ: [120, 1625, 285, 1666]
channel-logo: ДТВ урал: [988, 644, 1153, 685]
channel-column: [294, 1620, 459, 2080]
channel-schedule: 6.00, 10.00 СЕЙЧАС 6.10 «ПОДВОДНАЯ ОДИССЕЯ КОМАНДЫ КУСТО» 6.55 МЕСТО ПРОИСШЕСТВИЯ 7.00 УТРО НА «5» 9.25 «КРИМИНАЛЬНЫЕ ХРОНИКИ» 10.30 ДОКУМ. ФИЛЬМ 10.50, 12.30 Х/Ф «ВИРИНЕЯ» 12.00 СЕЙЧАС 13.25 Х/Ф «ОТРЯД ОСОБОГО НАЗНАЧЕНИЯ» 15.00 МЕСТО ПРОИСШЕСТВИЯ 15.30 СЕЙЧАС 16.00 ОТКРЫТАЯ СТУДИЯ 18.00 МЕСТО ПРОИСШЕСТВИЯ 18.30, 22.00 СЕЙЧАС 19.00 Т/С «БЛИЗНЕЦЫ» 20.00 «КРИМИНАЛЬНЫЕ ХРОНИКИ» 20.30 МЕСТО ПРОИСШЕСТВИЯ 21.00, 22.30 Х/Ф «ПРОТИВОСТОЯНИЕ» 23.40 Т/С «СПРУТ» 02.00 Х/Ф «СЧАСТЛИВОГО РОЖДЕСТВА» 03.55 ДОКУМ. ФИЛЬМЫ: [814, 692, 974, 1010]
channel-column: [641, 639, 806, 1098]
